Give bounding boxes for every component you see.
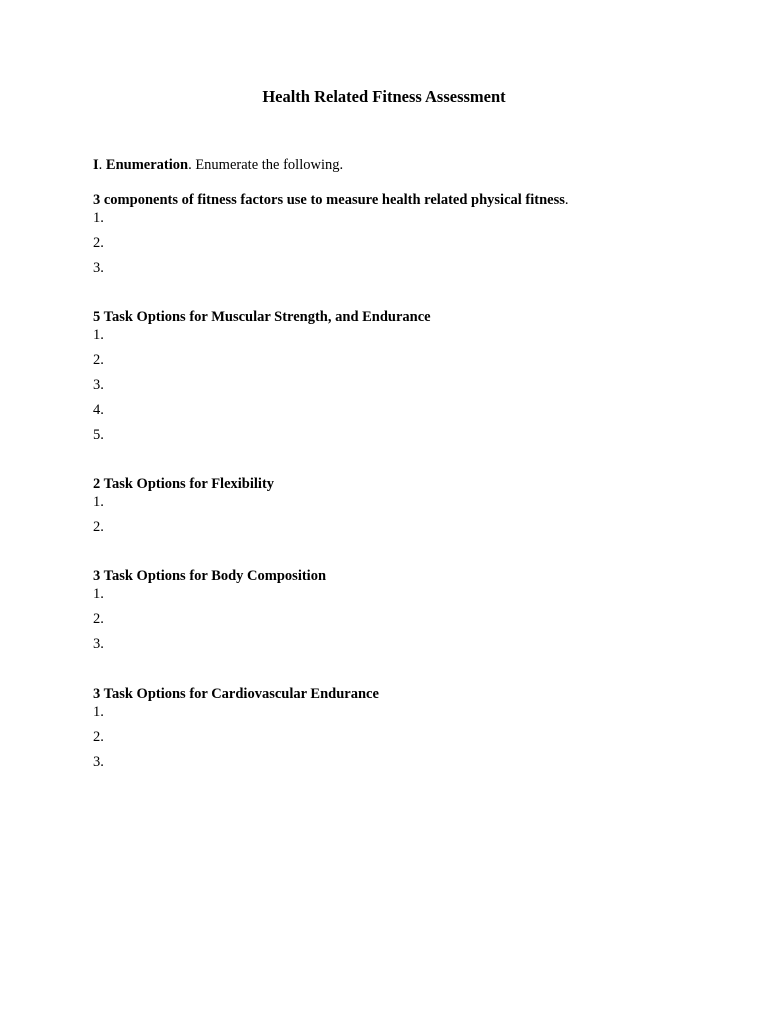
section-heading-text: 3 Task Options for Body Composition xyxy=(93,568,327,584)
list-item: 3. xyxy=(93,754,104,770)
enumeration-instruction xyxy=(93,155,343,175)
list-item: 2. xyxy=(93,235,104,251)
section-heading xyxy=(93,191,569,209)
separator: . xyxy=(98,157,106,173)
document-title: Health Related Fitness Assessment xyxy=(262,87,506,106)
section-heading xyxy=(93,685,379,703)
list-item: 2. xyxy=(93,611,104,627)
list-item: 4. xyxy=(93,402,104,418)
section-body-composition xyxy=(93,567,326,660)
list-item: 1. xyxy=(93,494,104,510)
list-item: 3. xyxy=(93,260,104,276)
list-item: 3. xyxy=(93,377,104,393)
instruction-text: Enumerate the following. xyxy=(195,157,344,173)
list-item: 2. xyxy=(93,352,104,368)
section-fitness-components xyxy=(93,191,569,284)
section-cardiovascular-endurance xyxy=(93,685,379,778)
section-heading-tail: . xyxy=(564,192,569,208)
section-heading xyxy=(93,475,274,493)
list-item: 3. xyxy=(93,636,104,652)
section-heading-text: 5 Task Options for Muscular Strength, and Endurance xyxy=(93,309,431,325)
list-item: 1. xyxy=(93,210,104,226)
section-heading xyxy=(93,308,431,326)
list-item: 2. xyxy=(93,519,104,535)
section-muscular-strength xyxy=(93,308,431,451)
separator: . xyxy=(188,157,196,173)
section-flexibility xyxy=(93,475,274,543)
section-heading xyxy=(93,567,326,585)
list-item: 5. xyxy=(93,427,104,443)
section-heading-text: 2 Task Options for Flexibility xyxy=(93,476,275,492)
list-item: 1. xyxy=(93,586,104,602)
list-item: 1. xyxy=(93,327,104,343)
enumeration-heading: Enumeration xyxy=(105,157,189,173)
section-heading-text: 3 Task Options for Cardiovascular Endurance xyxy=(93,686,379,702)
list-item: 1. xyxy=(93,704,104,720)
section-heading-text: 3 components of fitness factors use to measure health related physical fitness xyxy=(93,192,565,208)
roman-numeral: I xyxy=(93,157,99,173)
list-item: 2. xyxy=(93,729,104,745)
